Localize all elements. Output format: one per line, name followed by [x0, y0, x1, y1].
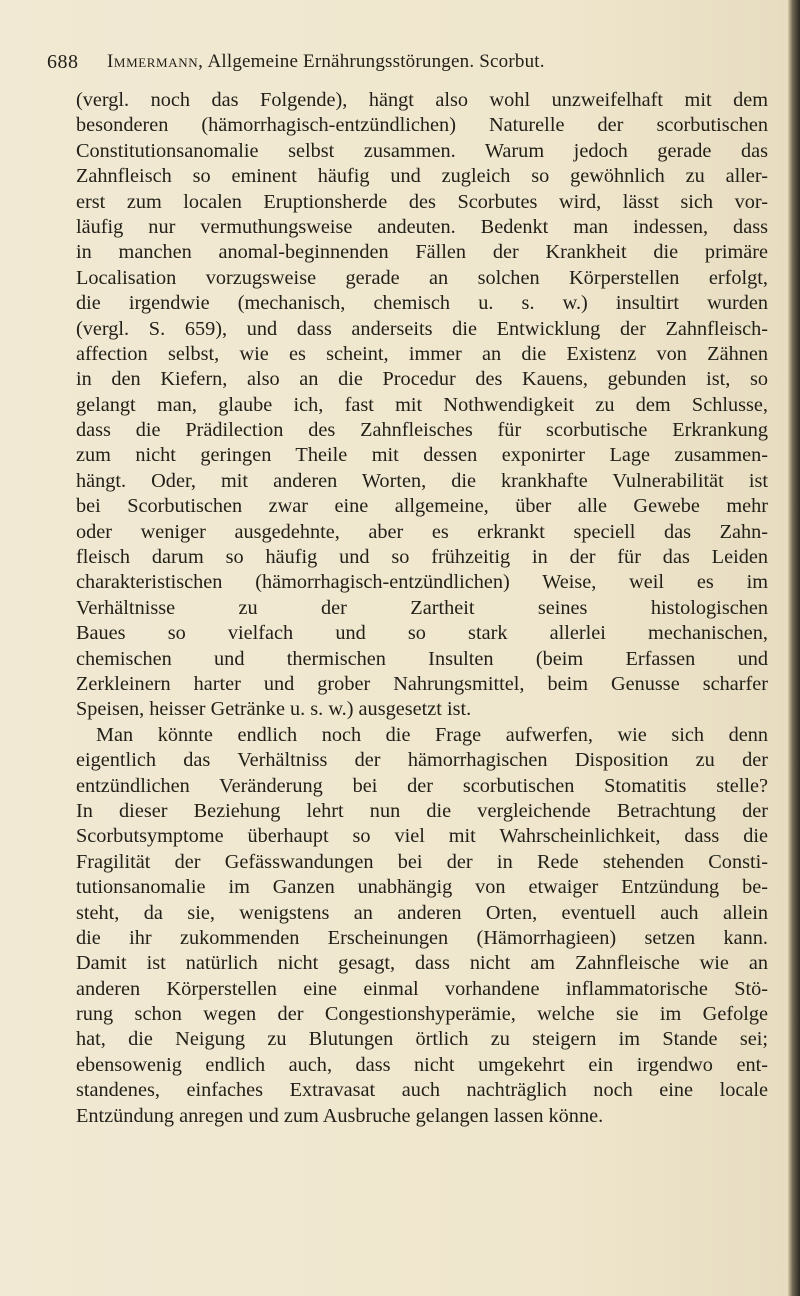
text-line: chemischen und thermischen Insulten (beim Erfassen und [76, 647, 768, 670]
text-line: Entzündung anregen und zum Ausbruche gelangen lassen könne. [76, 1104, 604, 1127]
text-line: die ihr zukommenden Erscheinungen (Hämorrhagieen) setzen kann. [76, 926, 768, 949]
text-line: die irgendwie (mechanisch, chemisch u. s. w.) insultirt wurden [76, 292, 768, 315]
text-line: Zerkleinern harter und grober Nahrungsmittel, beim Genusse scharfer [76, 672, 768, 695]
running-header [47, 51, 767, 79]
text-line: in manchen anomal-beginnenden Fällen der Krankheit die primäre [76, 241, 768, 264]
text-line: Verhältnisse zu der Zartheit seines histologischen [76, 596, 768, 619]
text-line: Constitutionsanomalie selbst zusammen. Warum jedoch gerade das [76, 139, 768, 162]
text-line: Localisation vorzugsweise gerade an solchen Körperstellen erfolgt, [76, 266, 768, 289]
chapter-title: Allgemeine Ernährungsstörungen. Scorbut. [207, 51, 545, 72]
text-line: tutionsanomalie im Ganzen unabhängig von etwaiger Entzündung be- [76, 876, 768, 899]
text-line: eigentlich das Verhältniss der hämorrhagischen Disposition zu der [76, 749, 768, 772]
text-line: oder weniger ausgedehnte, aber es erkrankt speciell das Zahn- [76, 520, 768, 543]
text-line: Scorbutsymptome überhaupt so viel mit Wahrscheinlichkeit, dass die [76, 825, 768, 848]
text-line: entzündlichen Veränderung bei der scorbutischen Stomatitis stelle? [76, 774, 768, 797]
body-text [76, 88, 768, 1129]
text-line: standenes, einfaches Extravasat auch nachträglich noch eine locale [76, 1079, 768, 1102]
text-line: gelangt man, glaube ich, fast mit Nothwendigkeit zu dem Schlusse, [76, 393, 768, 416]
text-line: hat, die Neigung zu Blutungen örtlich zu steigern im Stande sei; [76, 1028, 768, 1051]
text-line: In dieser Beziehung lehrt nun die vergleichende Betrachtung der [76, 799, 768, 822]
text-line: ebensowenig endlich auch, dass nicht umgekehrt ein irgendwo ent- [76, 1053, 768, 1076]
text-line: hängt. Oder, mit anderen Worten, die krankhafte Vulnerabilität ist [76, 469, 768, 492]
text-line: Fragilität der Gefässwandungen bei der in Rede stehenden Consti- [76, 850, 768, 873]
text-line: dass die Prädilection des Zahnfleisches für scorbutische Erkrankung [76, 419, 768, 442]
text-line: anderen Körperstellen eine einmal vorhandene inflammatorische Stö- [76, 977, 768, 1000]
running-title [107, 51, 545, 73]
page-number: 688 [47, 51, 79, 73]
text-line: läufig nur vermuthungsweise andeuten. Bedenkt man indessen, dass [76, 215, 768, 238]
text-line: (vergl. S. 659), und dass anderseits die Entwicklung der Zahnfleisch- [76, 317, 768, 340]
text-line: fleisch darum so häufig und so frühzeitig in der für das Leiden [76, 546, 768, 569]
text-line: Man könnte endlich noch die Frage aufwerfen, wie sich denn [96, 723, 768, 746]
text-line: zum nicht geringen Theile mit dessen exponirter Lage zusammen- [76, 444, 768, 467]
text-line: Baues so vielfach und so stark allerlei mechanischen, [76, 622, 768, 645]
text-line: charakteristischen (hämorrhagisch-entzündlichen) Weise, weil es im [76, 571, 768, 594]
text-line: besonderen (hämorrhagisch-entzündlichen) Naturelle der scorbutischen [76, 114, 768, 137]
page-edge-shadow [788, 0, 800, 1296]
text-line: rung schon wegen der Congestionshyperämie, welche sie im Gefolge [76, 1003, 768, 1026]
text-line: affection selbst, wie es scheint, immer an die Existenz von Zähnen [76, 342, 768, 365]
text-line: erst zum localen Eruptionsherde des Scorbutes wird, lässt sich vor- [76, 190, 768, 213]
text-line: (vergl. noch das Folgende), hängt also wohl unzweifelhaft mit dem [76, 89, 768, 111]
text-line: Speisen, heisser Getränke u. s. w.) ausgesetzt ist. [76, 698, 472, 721]
text-line: bei Scorbutischen zwar eine allgemeine, über alle Gewebe mehr [76, 495, 768, 518]
text-line: steht, da sie, wenigstens an anderen Orten, eventuell auch allein [76, 901, 768, 924]
author-name: Immermann, [107, 51, 204, 72]
text-line: Zahnfleisch so eminent häufig und zugleich so gewöhnlich zu aller- [76, 165, 768, 188]
text-line: in den Kiefern, also an die Procedur des Kauens, gebunden ist, so [76, 368, 768, 391]
text-line: Damit ist natürlich nicht gesagt, dass nicht am Zahnfleische wie an [76, 952, 768, 975]
